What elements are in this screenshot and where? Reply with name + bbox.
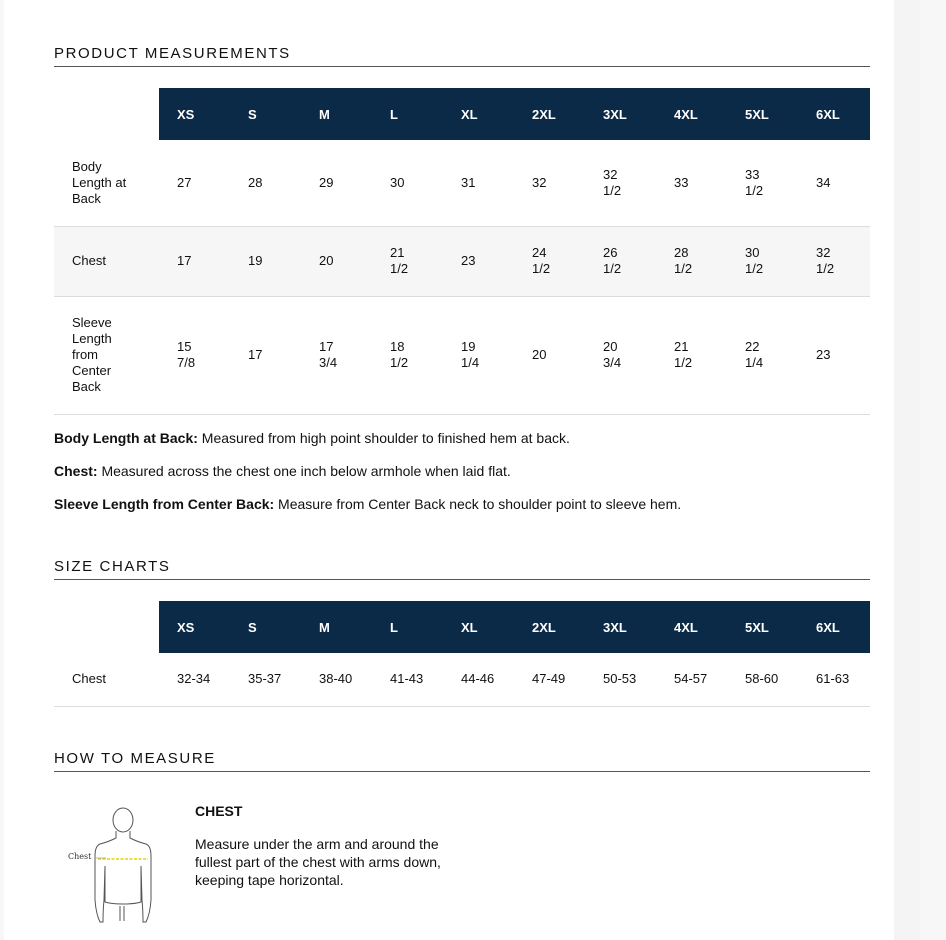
measure-instructions: Measure under the arm and around the fullest part of the chest with arms down, keeping tape horizontal. — [195, 836, 441, 888]
table-row — [54, 296, 870, 414]
table-cell: 32 — [514, 140, 585, 226]
table-cell: 38-40 — [301, 653, 372, 706]
definition-term: Body Length at Back: — [54, 430, 198, 446]
table-cell: 17 — [230, 296, 301, 414]
table-cell: 17 3/4 — [301, 296, 372, 414]
table-cell: 17 — [159, 226, 230, 296]
scrollbar-track[interactable] — [894, 0, 920, 940]
table-cell: 21 1/2 — [372, 226, 443, 296]
table-corner — [54, 601, 159, 653]
definition-term: Sleeve Length from Center Back: — [54, 496, 275, 512]
size-header-m: M — [301, 88, 372, 140]
section-title-size-charts: SIZE CHARTS — [54, 558, 870, 580]
table-cell: 32 1/2 — [585, 140, 656, 226]
size-header-l: L — [372, 88, 443, 140]
section-title-how-to-measure: HOW TO MEASURE — [54, 750, 870, 772]
size-header-2xl: 2XL — [514, 601, 585, 653]
table-cell: 50-53 — [585, 653, 656, 706]
page — [4, 0, 920, 940]
table-cell: 24 1/2 — [514, 226, 585, 296]
table-cell: 20 — [514, 296, 585, 414]
size-header-3xl: 3XL — [585, 88, 656, 140]
table-cell: 47-49 — [514, 653, 585, 706]
table-cell: 15 7/8 — [159, 296, 230, 414]
size-header-2xl: 2XL — [514, 88, 585, 140]
table-cell: 35-37 — [230, 653, 301, 706]
definition-text: Measured from high point shoulder to finished hem at back. — [197, 430, 570, 446]
size-header-4xl: 4XL — [656, 88, 727, 140]
table-cell: 30 — [372, 140, 443, 226]
row-label: Sleeve Length from Center Back — [54, 296, 159, 414]
table-cell: 54-57 — [656, 653, 727, 706]
measure-heading: CHEST — [195, 803, 243, 819]
size-header-6xl: 6XL — [798, 601, 870, 653]
table-cell: 18 1/2 — [372, 296, 443, 414]
size-header-5xl: 5XL — [727, 601, 798, 653]
size-header-xs: XS — [159, 88, 230, 140]
definition-text: Measured across the chest one inch below armhole when laid flat. — [97, 463, 511, 479]
definition — [54, 462, 870, 480]
definition — [54, 429, 870, 447]
chest-measure-figure-icon — [66, 800, 166, 928]
table-cell: 33 1/2 — [727, 140, 798, 226]
row-label: Chest — [54, 653, 159, 706]
section-title-product-measurements: PRODUCT MEASUREMENTS — [54, 45, 870, 67]
definition — [54, 495, 870, 513]
definition-text: Measure from Center Back neck to shoulder point to sleeve hem. — [274, 496, 682, 512]
size-header-s: S — [230, 88, 301, 140]
definition-term: Chest: — [54, 463, 98, 479]
table-cell: 29 — [301, 140, 372, 226]
table-cell: 23 — [443, 226, 514, 296]
size-chart-table — [54, 601, 870, 707]
table-cell: 61-63 — [798, 653, 870, 706]
size-header-xs: XS — [159, 601, 230, 653]
table-cell: 34 — [798, 140, 870, 226]
size-header-l: L — [372, 601, 443, 653]
table-cell: 21 1/2 — [656, 296, 727, 414]
table-cell: 23 — [798, 296, 870, 414]
table-cell: 20 3/4 — [585, 296, 656, 414]
size-header-5xl: 5XL — [727, 88, 798, 140]
table-cell: 27 — [159, 140, 230, 226]
table-cell: 32-34 — [159, 653, 230, 706]
size-header-3xl: 3XL — [585, 601, 656, 653]
table-cell: 31 — [443, 140, 514, 226]
table-cell: 41-43 — [372, 653, 443, 706]
table-cell: 30 1/2 — [727, 226, 798, 296]
row-label: Chest — [54, 226, 159, 296]
table-row — [54, 226, 870, 296]
table-cell: 19 1/4 — [443, 296, 514, 414]
table-cell: 44-46 — [443, 653, 514, 706]
size-header-m: M — [301, 601, 372, 653]
table-cell: 32 1/2 — [798, 226, 870, 296]
size-header-4xl: 4XL — [656, 601, 727, 653]
measurement-definitions — [54, 429, 870, 528]
size-header-6xl: 6XL — [798, 88, 870, 140]
figure-label: Chest — [68, 852, 92, 861]
table-cell: 28 — [230, 140, 301, 226]
table-cell: 33 — [656, 140, 727, 226]
size-header-s: S — [230, 601, 301, 653]
table-row — [54, 140, 870, 226]
table-row — [54, 653, 870, 706]
table-cell: 22 1/4 — [727, 296, 798, 414]
table-cell: 19 — [230, 226, 301, 296]
table-cell: 28 1/2 — [656, 226, 727, 296]
table-cell: 58-60 — [727, 653, 798, 706]
product-measurements-table — [54, 88, 870, 415]
table-cell: 26 1/2 — [585, 226, 656, 296]
size-header-xl: XL — [443, 88, 514, 140]
table-cell: 20 — [301, 226, 372, 296]
row-label: Body Length at Back — [54, 140, 159, 226]
size-header-xl: XL — [443, 601, 514, 653]
table-corner — [54, 88, 159, 140]
